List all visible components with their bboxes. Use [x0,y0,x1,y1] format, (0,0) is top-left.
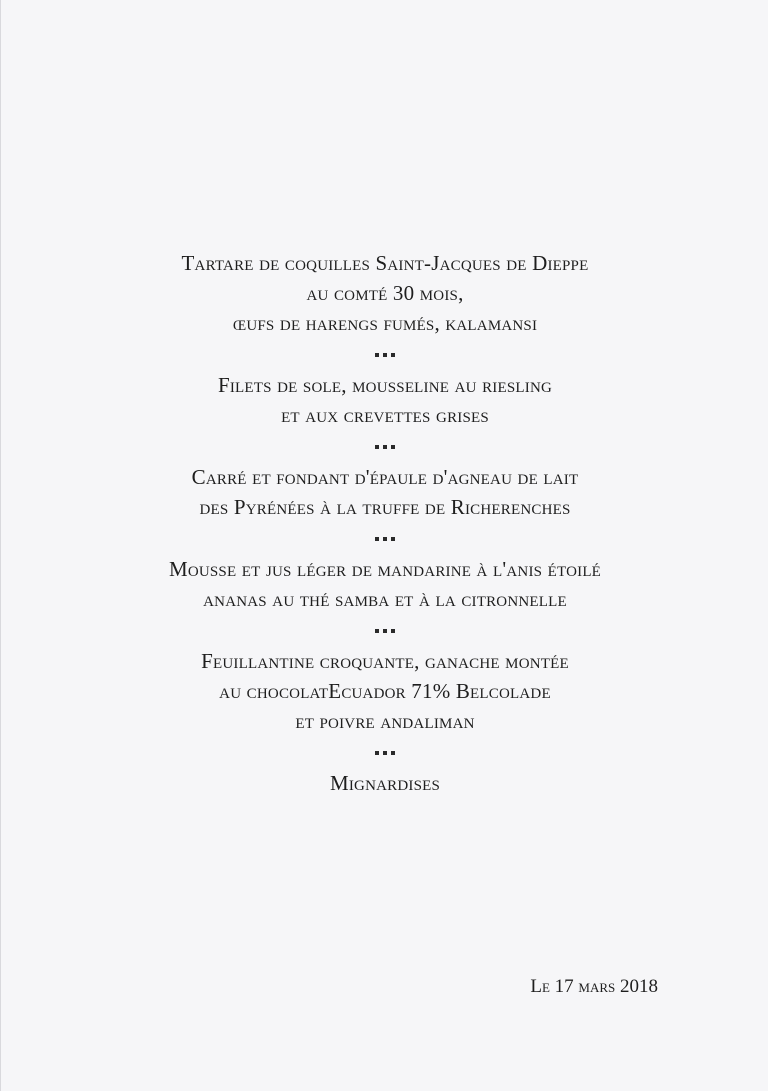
menu-course-3 [1,462,768,522]
separator-dot [383,751,387,755]
menu-line: Mignardises [329,771,441,795]
course-separator [1,340,768,370]
menu-line: Carré et fondant d'épaule d'agneau de lait [191,465,579,489]
course-separator [1,432,768,462]
separator-dot [391,353,395,357]
menu-line: ananas au thé samba et à la citronnelle [203,587,567,611]
menu-course-2 [1,370,768,430]
menu-line: au comté 30 mois, [306,281,464,305]
separator-dot [383,629,387,633]
separator-dot [375,445,379,449]
menu-line: Tartare de coquilles Saint-Jacques de Dieppe [181,251,589,275]
menu-course-6 [1,768,768,798]
separator-dot [375,751,379,755]
menu-line: et poivre andaliman [295,709,475,733]
course-separator [1,616,768,646]
separator-dot [391,751,395,755]
separator-dot [391,537,395,541]
course-separator [1,738,768,768]
menu-line: Filets de sole, mousseline au riesling [217,373,553,397]
separator-dot [383,537,387,541]
separator-dot [375,353,379,357]
menu-line: Mousse et jus léger de mandarine à l'anis étoilé [168,557,602,581]
menu-line: des Pyrénées à la truffe de Richerenches [199,495,571,519]
menu-course-4 [1,554,768,614]
menu-course-1 [1,248,768,338]
menu-line: et aux crevettes grises [281,403,489,427]
menu-line: œufs de harengs fumés, kalamansi [232,311,538,335]
menu-line: Feuillantine croquante, ganache montée [201,649,569,673]
separator-dot [383,445,387,449]
menu-date: Le 17 mars 2018 [530,976,658,997]
separator-dot [391,445,395,449]
separator-dot [383,353,387,357]
course-separator [1,524,768,554]
separator-dot [375,537,379,541]
menu-line: au chocolatEcuador 71% Belcolade [219,679,551,703]
menu-course-5 [1,646,768,736]
separator-dot [375,629,379,633]
separator-dot [391,629,395,633]
menu-list [1,248,768,798]
